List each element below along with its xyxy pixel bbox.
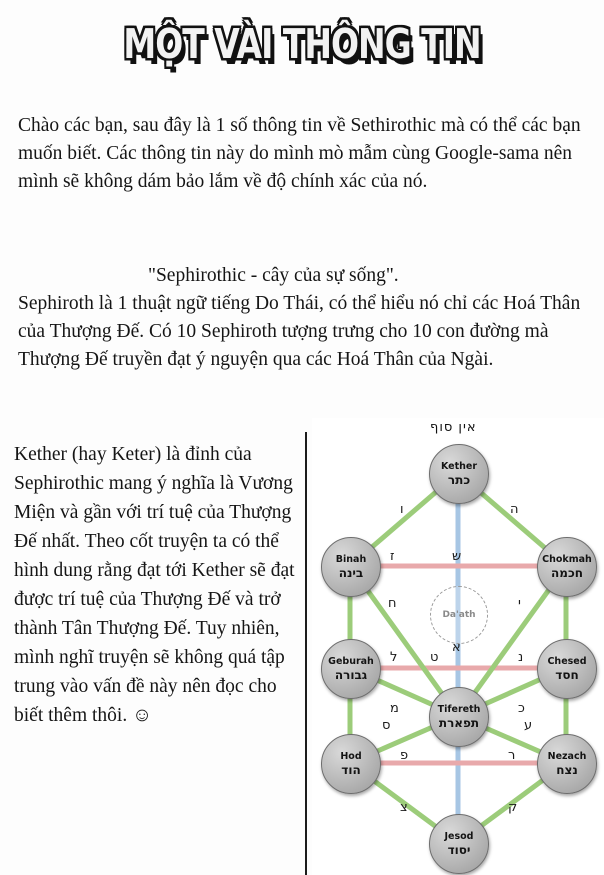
path-letter-zayin: ז [390, 549, 395, 564]
sephirah-chesed-name: Chesed [547, 656, 587, 667]
path-letter-alef: א [452, 640, 461, 655]
path-letter-chet: ח [388, 596, 397, 611]
path-letter-ayin: ע [524, 718, 533, 733]
sephirah-hod-name: Hod [340, 751, 362, 762]
sephirah-chokmah[interactable] [537, 537, 597, 597]
sephirah-kether-name: Kether [440, 461, 478, 472]
path-letter-mem: מ [390, 701, 399, 716]
ain-soph-label: אין סוף [430, 420, 477, 435]
sephirah-geburah-name: Geburah [328, 656, 374, 667]
paragraph-kether: Kether (hay Keter) là đỉnh của Sephirothic mang ý nghĩa là Vương Miện và gần với trí tuệ của Thượng Đế nhất. Theo cốt truyện ta có thể hình dung rằng đạt tới Kether sẽ đạt được trí tuệ của Thượng Đế và trở thành Tân Thượng Đế. Tuy nhiên, mình nghĩ truyện sẽ không quá tập trung vào vấn đề này nên đọc cho biết thêm thôi. ☺ [14, 444, 295, 726]
title-container [0, 19, 604, 68]
path-letter-shin: ש [452, 549, 462, 564]
path-letter-lamed: ל [390, 650, 398, 665]
path-letter-kaf: כ [518, 701, 525, 716]
sephirah-tifereth-name: Tifereth [437, 704, 481, 715]
sephirah-kether[interactable] [429, 444, 489, 504]
sephirah-hod[interactable] [321, 734, 381, 794]
sephirah-nezach[interactable] [537, 734, 597, 794]
sephirah-jesod-name: Jesod [444, 831, 474, 842]
sephirah-chesed[interactable] [537, 639, 597, 699]
sephirah-tifereth[interactable] [429, 687, 489, 747]
sephirah-kether-hebrew: כתר [447, 473, 471, 487]
path-letter-pe: פ [400, 748, 409, 763]
column-divider [305, 432, 307, 875]
paragraph-sephiroth [18, 262, 590, 374]
sephirah-binah-name: Binah [335, 554, 367, 565]
sephirah-chokmah-name: Chokmah [542, 554, 592, 565]
path-letter-samekh: ס [382, 718, 391, 733]
sephirah-nezach-hebrew: נצח [556, 763, 578, 777]
sephirah-daath-name: Da'ath [442, 610, 476, 620]
path-letter-he: ה [510, 502, 519, 517]
paragraph-sephiroth-text: Sephiroth là 1 thuật ngữ tiếng Do Thái, có thể hiểu nó chỉ các Hoá Thân của Thượng Đế. Có 10 Sephiroth tượng trưng cho 10 con đường mà Thượng Đế truyền đạt ý nguyện qua các Hoá Thân của Ngài. [18, 293, 581, 370]
path-letter-yod: י [518, 596, 521, 611]
path-letter-tet: ט [430, 650, 439, 665]
sephirah-jesod-hebrew: יסוד [447, 843, 471, 857]
sephirah-binah[interactable] [321, 537, 381, 597]
sephirah-geburah-hebrew: גבורה [334, 668, 368, 682]
sephirah-tifereth-hebrew: תפארת [438, 716, 480, 730]
path-letter-resh: ר [508, 748, 516, 763]
sephirah-jesod[interactable] [429, 814, 489, 874]
sephirah-daath[interactable] [430, 586, 488, 644]
path-letter-vav: ו [400, 502, 404, 517]
sephirah-chokmah-hebrew: חכמה [551, 566, 583, 580]
sephirah-binah-hebrew: בינה [338, 566, 364, 580]
sephirah-geburah[interactable] [321, 639, 381, 699]
path-letter-nun: נ [518, 650, 524, 665]
page-title: MỘT VÀI THÔNG TIN [123, 19, 481, 68]
path-letter-qof: ק [508, 800, 518, 815]
paragraph-sephiroth-heading: "Sephirothic - cây của sự sống". [148, 265, 399, 286]
tree-of-life-diagram [312, 418, 604, 875]
sephirah-chesed-hebrew: חסד [555, 668, 579, 682]
path-letter-tsadi: צ [400, 800, 408, 815]
sephirah-nezach-name: Nezach [547, 751, 587, 762]
paragraph-intro: Chào các bạn, sau đây là 1 số thông tin về Sethirothic mà có thể các bạn muốn biết. Các thông tin này do mình mò mẫm cùng Google-sama nên mình sẽ không dám bảo lắm về độ chính xác của nó. [18, 115, 581, 192]
sephirah-hod-hebrew: הוד [341, 763, 361, 777]
